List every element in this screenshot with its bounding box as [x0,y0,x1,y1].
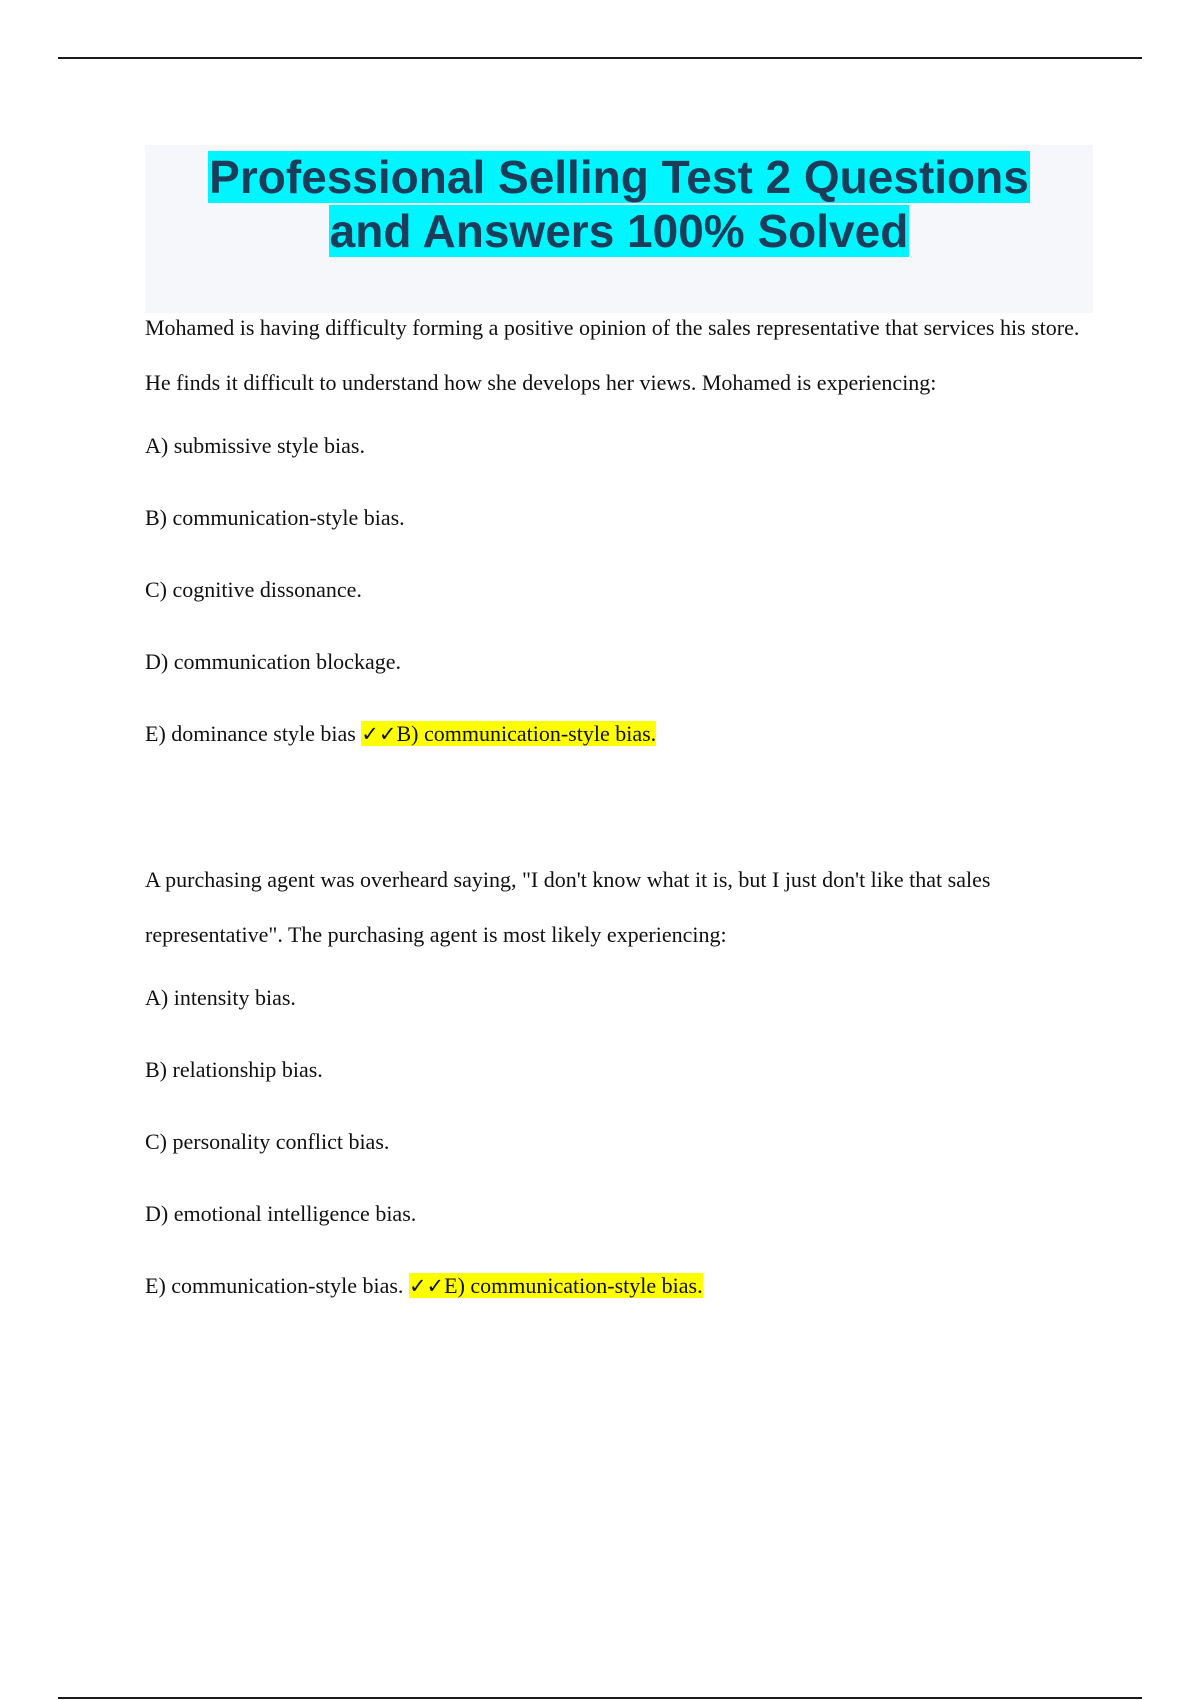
option-e-text: E) communication-style bias. [145,1273,404,1298]
option-d: D) emotional intelligence bias. [145,1201,417,1226]
title-line-1: Professional Selling Test 2 Questions [209,151,1029,203]
option-a: A) intensity bias. [145,985,296,1010]
option-d: D) communication blockage. [145,649,401,674]
title-line-2: and Answers 100% Solved [329,205,909,257]
option-c: C) personality conflict bias. [145,1129,390,1154]
top-rule [58,57,1142,59]
option-b: B) relationship bias. [145,1057,323,1082]
question-spacer [145,770,1105,852]
answer-text: E) communication-style bias. [444,1273,703,1298]
document-title [145,145,1093,258]
option-e-text: E) dominance style bias [145,721,356,746]
document-body [145,300,1105,1322]
question-block-2 [145,852,1105,1322]
option-b: B) communication-style bias. [145,505,405,530]
option-e [145,698,1105,770]
answer-highlight [409,1273,703,1298]
title-banner [145,145,1093,313]
option-a: A) submissive style bias. [145,433,365,458]
question-prompt: A purchasing agent was overheard saying, "I don't know what it is, but I just don't like that sales representative". The purchasing agent is most likely experiencing: [145,867,991,947]
answer-highlight [361,721,656,746]
question-prompt: Mohamed is having difficulty forming a positive opinion of the sales representative that services his store. He finds it difficult to understand how she develops her views. Mohamed is experiencing: [145,315,1080,395]
option-c: C) cognitive dissonance. [145,577,362,602]
option-e [145,1250,1105,1322]
bottom-rule [58,1697,1142,1699]
checkmark-icon: ✓✓ [408,1274,445,1298]
checkmark-icon: ✓✓ [361,722,397,746]
question-block-1 [145,300,1105,770]
answer-text: B) communication-style bias. [396,721,657,746]
